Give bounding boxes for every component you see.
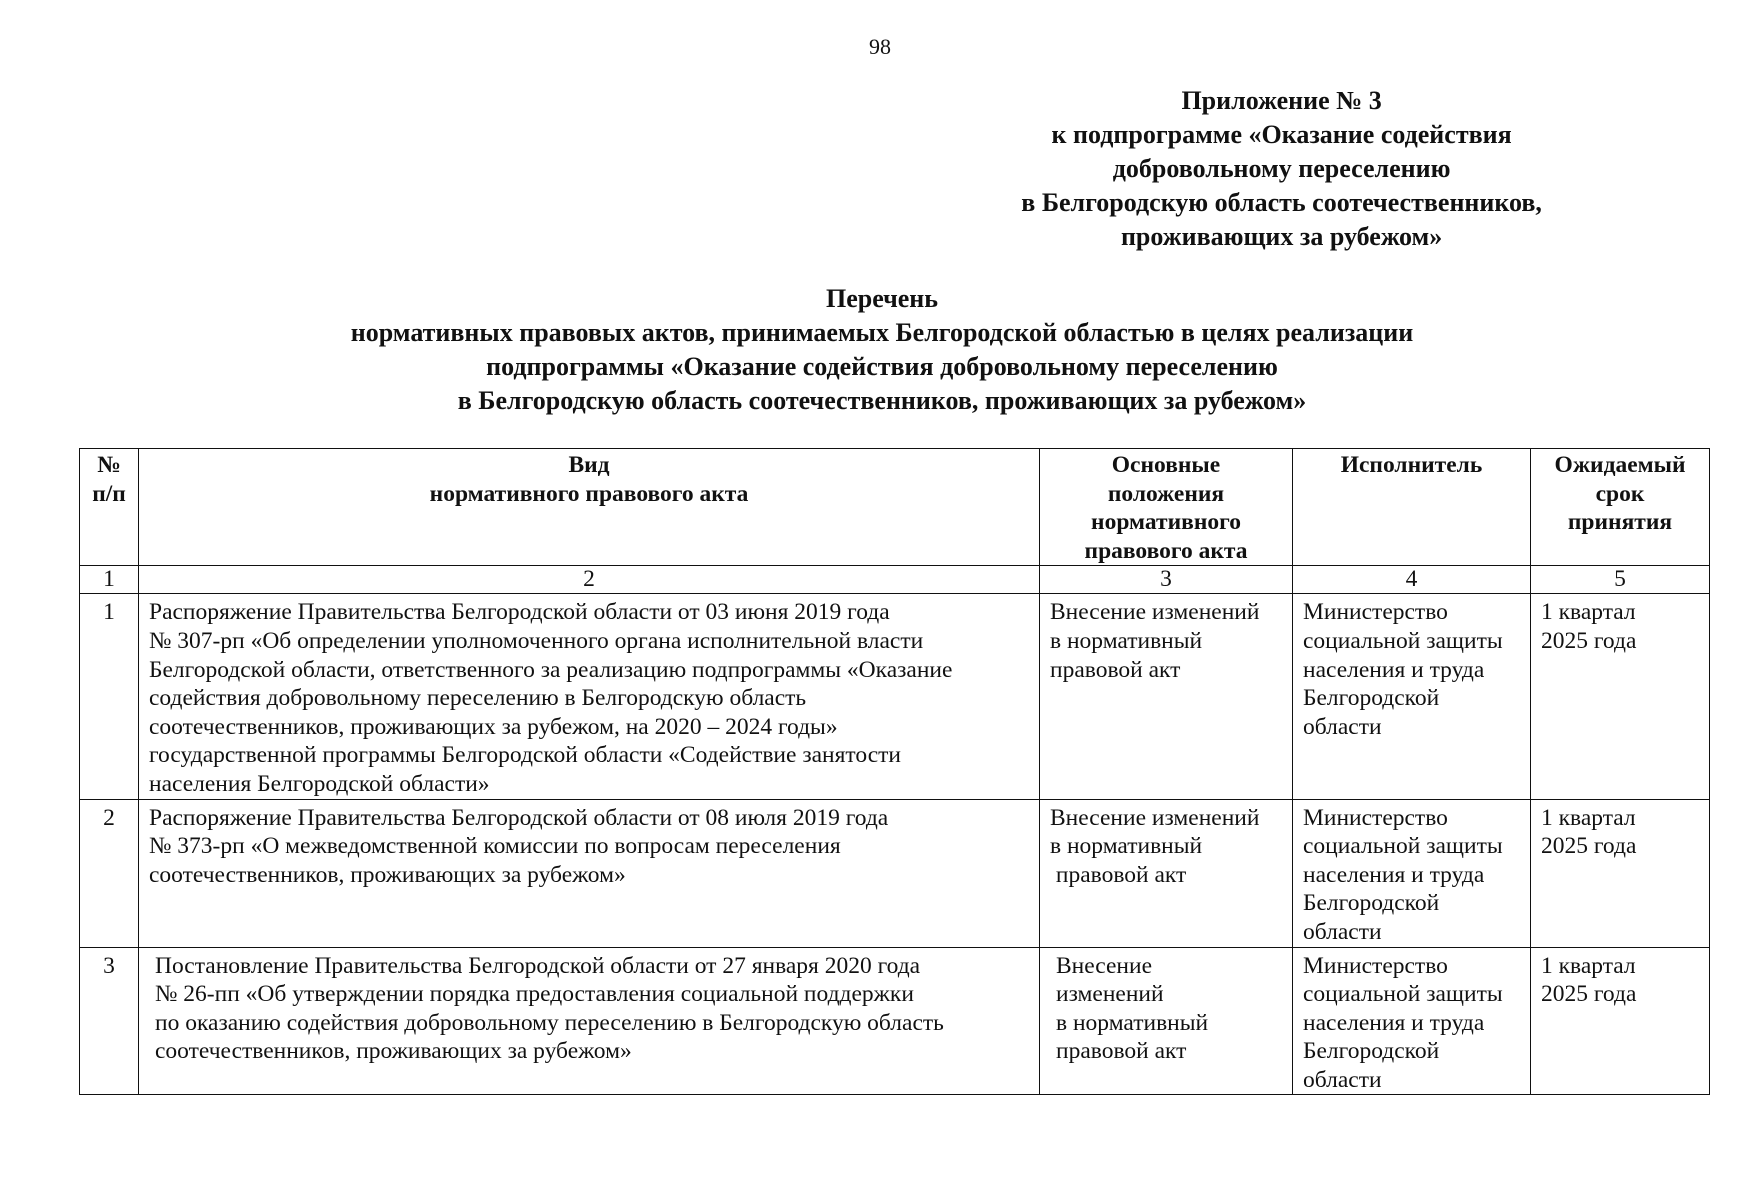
text-line: 2025 года xyxy=(1541,833,1637,860)
text-line: Распоряжение Правительства Белгородской области от 03 июня 2019 года xyxy=(149,599,890,626)
text-line: 1 квартал xyxy=(1541,599,1636,626)
act-deadline xyxy=(1531,947,1710,1095)
appendix-line: в Белгородскую область соотечественников, xyxy=(1021,188,1542,217)
text-line: Внесение xyxy=(1056,952,1152,979)
text-line: Постановление Правительства Белгородской области от 27 января 2020 года xyxy=(155,952,921,979)
act-deadline xyxy=(1531,799,1710,947)
appendix-line: добровольному переселению xyxy=(1112,154,1451,183)
title-line: нормативных правовых актов, принимаемых Белгородской областью в целях реализации xyxy=(350,318,1414,347)
text-line: населения Белгородской области» xyxy=(149,770,490,797)
text-line: Внесение изменений xyxy=(1050,804,1260,831)
text-line: населения и труда xyxy=(1303,861,1485,888)
column-number: 5 xyxy=(1531,566,1710,594)
text-line: правовой акт xyxy=(1050,656,1181,683)
act-executor xyxy=(1293,799,1531,947)
text-line: соотечественников, проживающих за рубежом» xyxy=(155,1038,632,1065)
text-line: области xyxy=(1303,713,1382,740)
text-line: в нормативный xyxy=(1056,1009,1209,1036)
header-line: принятия xyxy=(1567,509,1673,536)
act-executor xyxy=(1293,947,1531,1095)
header-line: срок xyxy=(1595,480,1645,507)
header-line: Вид xyxy=(568,452,610,478)
act-executor xyxy=(1293,594,1531,799)
act-description xyxy=(139,947,1040,1095)
text-line: Белгородской xyxy=(1303,685,1440,712)
header-line: Ожидаемый xyxy=(1554,452,1686,478)
text-line: в нормативный xyxy=(1050,833,1203,860)
column-number: 1 xyxy=(80,566,139,594)
title-line: подпрограммы «Оказание содействия добровольному переселению xyxy=(486,352,1278,381)
text-line: 1 квартал xyxy=(1541,804,1636,831)
text-line: Белгородской xyxy=(1303,1038,1440,1065)
table-row xyxy=(80,799,1710,947)
text-line: правовой акт xyxy=(1056,1038,1187,1065)
act-deadline xyxy=(1531,594,1710,799)
text-line: социальной защиты xyxy=(1303,833,1503,860)
text-line: области xyxy=(1303,1066,1382,1093)
text-line: по оказанию содействия добровольному переселению в Белгородскую область xyxy=(155,1009,944,1036)
appendix-line: к подпрограмме «Оказание содействия xyxy=(1051,120,1512,149)
appendix-heading xyxy=(842,84,1722,254)
act-description xyxy=(139,799,1040,947)
text-line: содействия добровольному переселению в Белгородскую область xyxy=(149,685,807,712)
text-line: государственной программы Белгородской области «Содействие занятости xyxy=(149,742,901,769)
title-line: Перечень xyxy=(825,284,939,313)
text-line: изменений xyxy=(1056,981,1164,1008)
table-row xyxy=(80,947,1710,1095)
header-cell-act-type xyxy=(139,449,1040,566)
row-number: 3 xyxy=(80,947,139,1095)
text-line: населения и труда xyxy=(1303,656,1485,683)
text-line: 1 квартал xyxy=(1541,952,1636,979)
title-line: в Белгородскую область соотечественников, проживающих за рубежом» xyxy=(457,386,1307,415)
header-cell-provisions xyxy=(1040,449,1293,566)
text-line: Министерство xyxy=(1303,952,1448,979)
column-number-row xyxy=(80,566,1710,594)
act-description xyxy=(139,594,1040,799)
appendix-line: Приложение № 3 xyxy=(1181,86,1382,115)
table-header-row xyxy=(80,449,1710,566)
page-number: 98 xyxy=(869,34,891,59)
text-line: № 373-рп «О межведомственной комиссии по вопросам переселения xyxy=(149,833,841,860)
text-line: социальной защиты xyxy=(1303,627,1503,654)
text-line: Министерство xyxy=(1303,804,1448,831)
header-line: положения xyxy=(1107,480,1225,507)
column-number: 2 xyxy=(139,566,1040,594)
text-line: в нормативный xyxy=(1050,627,1203,654)
table-row xyxy=(80,594,1710,799)
header-line: правового акта xyxy=(1084,537,1248,564)
row-number: 1 xyxy=(80,594,139,799)
header-line: Исполнитель xyxy=(1340,452,1483,478)
text-line: Белгородской xyxy=(1303,890,1440,917)
header-cell-deadline xyxy=(1531,449,1710,566)
header-line: п/п xyxy=(92,480,126,507)
header-line: № xyxy=(97,452,121,478)
text-line: области xyxy=(1303,918,1382,945)
text-line: Внесение изменений xyxy=(1050,599,1260,626)
text-line: соотечественников, проживающих за рубежом» xyxy=(149,861,626,888)
header-cell-number xyxy=(80,449,139,566)
column-number: 4 xyxy=(1293,566,1531,594)
text-line: социальной защиты xyxy=(1303,981,1503,1008)
text-line: 2025 года xyxy=(1541,981,1637,1008)
row-number: 2 xyxy=(80,799,139,947)
text-line: № 307-рп «Об определении уполномоченного органа исполнительной власти xyxy=(149,627,924,654)
text-line: Белгородской области, ответственного за реализацию подпрограммы «Оказание xyxy=(149,656,953,683)
text-line: соотечественников, проживающих за рубежом, на 2020 – 2024 годы» xyxy=(149,713,838,740)
header-line: нормативного правового акта xyxy=(429,480,749,507)
text-line: Министерство xyxy=(1303,599,1448,626)
header-line: Основные xyxy=(1111,452,1221,478)
document-title xyxy=(2,282,1760,418)
header-line: нормативного xyxy=(1091,509,1241,536)
text-line: 2025 года xyxy=(1541,627,1637,654)
appendix-line: проживающих за рубежом» xyxy=(1120,222,1443,251)
header-cell-executor xyxy=(1293,449,1531,566)
text-line: правовой акт xyxy=(1050,861,1187,888)
column-number: 3 xyxy=(1040,566,1293,594)
act-provisions xyxy=(1040,947,1293,1095)
text-line: Распоряжение Правительства Белгородской области от 08 июля 2019 года xyxy=(149,804,889,831)
act-provisions xyxy=(1040,594,1293,799)
text-line: № 26-пп «Об утверждении порядка предоставления социальной поддержки xyxy=(155,981,914,1008)
acts-table xyxy=(79,448,1710,1095)
text-line: населения и труда xyxy=(1303,1009,1485,1036)
act-provisions xyxy=(1040,799,1293,947)
